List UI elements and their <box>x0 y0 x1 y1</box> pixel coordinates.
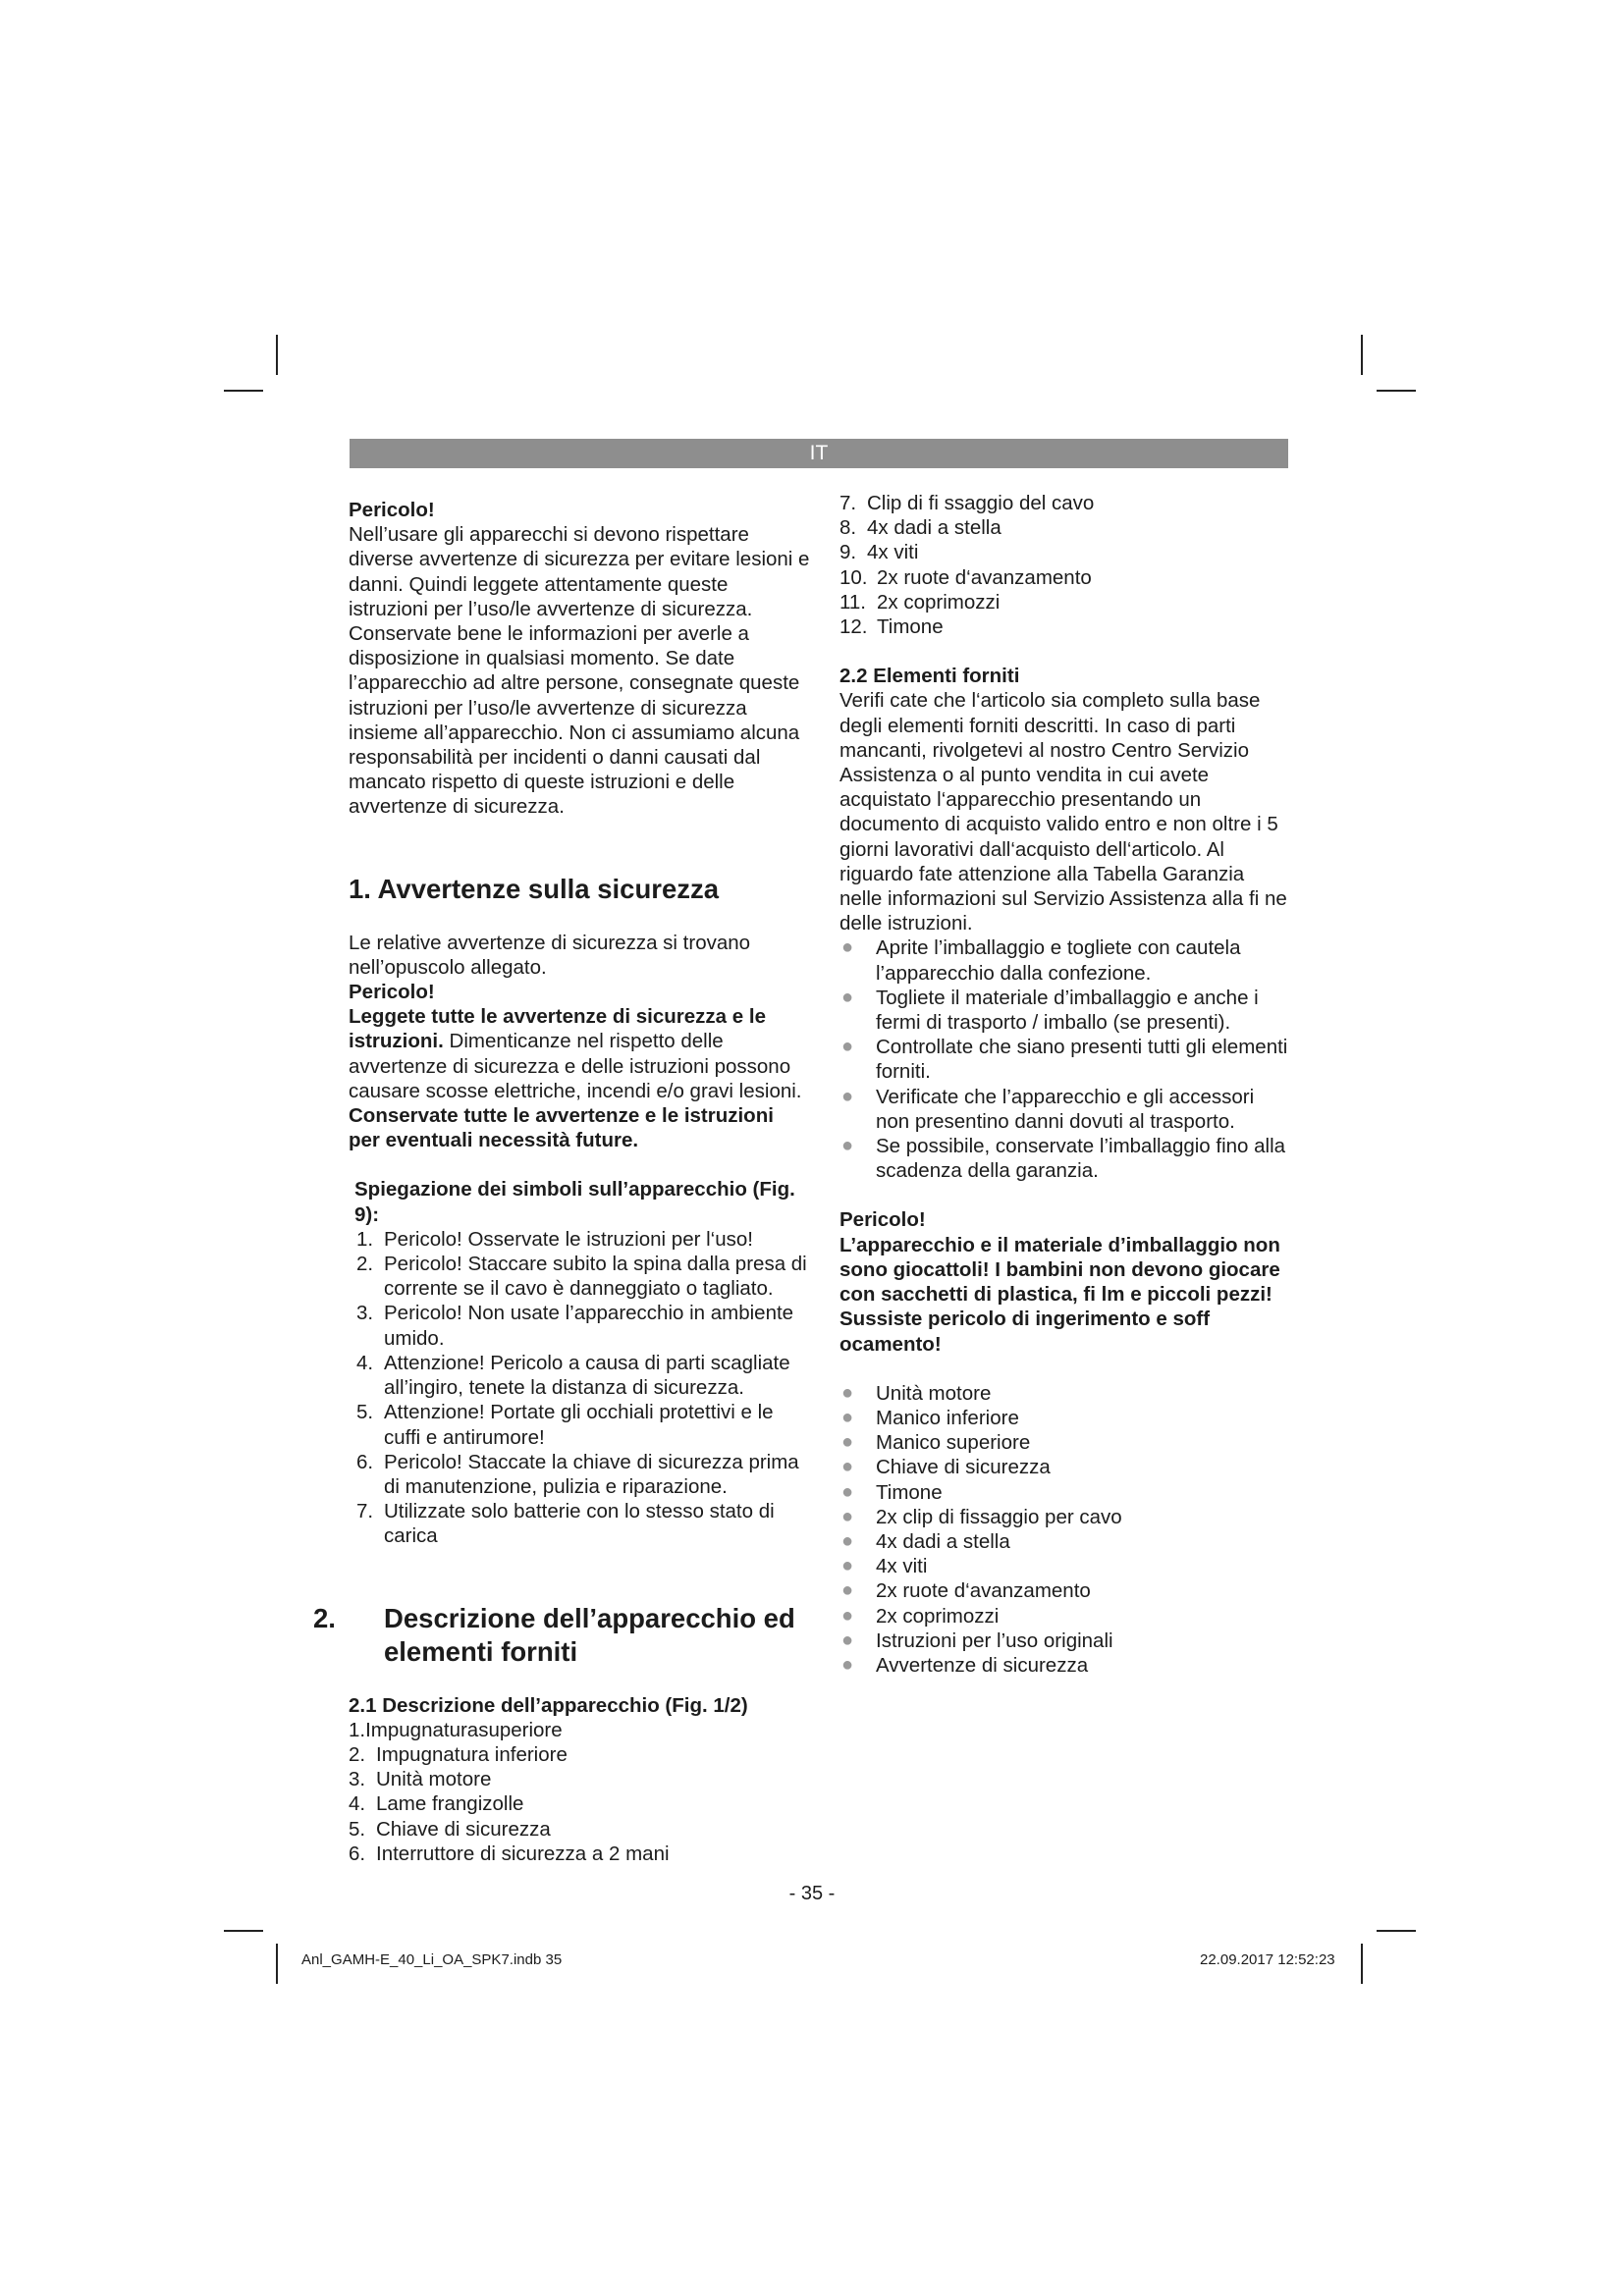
danger-title: Pericolo! <box>839 1208 926 1232</box>
list-item: 10. 2x ruote d‘avanzamento <box>839 565 1092 589</box>
crop-mark <box>224 390 263 392</box>
list-item: ● Avvertenze di sicurezza <box>841 1653 1089 1677</box>
list-item: ● 4x viti <box>841 1555 928 1578</box>
crop-mark <box>1361 335 1363 375</box>
danger-title: Pericolo! <box>349 499 435 521</box>
crop-mark <box>1377 390 1416 392</box>
list-item: ● Verificate che l’apparecchio e gli accessori non presentino danni dovuti al trasporto. <box>841 1085 1255 1133</box>
danger-paragraph <box>349 1004 810 1103</box>
danger-text: Dimenticanze nel rispetto delle avvertenze di sicurezza e delle istruzioni possono causare scosse elettriche, incendi e/o gravi lesioni. <box>349 1030 802 1102</box>
section-2-title: 2. Descrizione dell’apparecchio ed elementi forniti <box>313 1602 795 1667</box>
list-item: ● Se possibile, conservate l’imballaggio fino alla scadenza della garanzia. <box>841 1135 1286 1183</box>
symbols-title: Spiegazione dei simboli sull’apparecchio (Fig. 9): <box>354 1178 795 1226</box>
danger-bold-text: L’apparecchio e il materiale d’imballaggio non sono giocattoli! I bambini non devono giocare con sacchetti di plastica, fi lm e piccoli pezzi! Sussiste pericolo di ingerimento e soff ocamento! <box>839 1233 1280 1356</box>
section-1-intro: Le relative avvertenze di sicurezza si trovano nell’opuscolo allegato. <box>349 931 751 979</box>
parts-list-continued <box>839 491 1291 639</box>
bullet-icon: ● <box>841 1604 854 1627</box>
left-column <box>313 498 810 1866</box>
list-item: ● Aprite l’imballaggio e togliete con cautela l’apparecchio dalla confezione. <box>841 936 1241 985</box>
right-column <box>839 491 1291 1678</box>
list-item: 2. Pericolo! Staccare subito la spina dalla presa di corrente se il cavo è danneggiato o tagliato. <box>356 1253 807 1301</box>
list-item: ● Manico superiore <box>841 1431 1031 1455</box>
list-item: ● 2x coprimozzi <box>841 1604 1000 1628</box>
bullet-icon: ● <box>841 1579 854 1602</box>
bullet-icon: ● <box>841 1529 854 1552</box>
crop-mark <box>276 335 278 375</box>
danger-bold-text: Leggete tutte le avvertenze di sicurezza e le istruzioni. <box>349 1005 766 1053</box>
subsection-2-2-title: 2.2 Elementi forniti <box>839 665 1020 688</box>
list-item: 7. Utilizzate solo batterie con lo stesso stato di carica <box>356 1500 775 1548</box>
list-item: ● Timone <box>841 1480 943 1504</box>
crop-mark <box>224 1930 263 1932</box>
subsection-2-1-title: 2.1 Descrizione dell’apparecchio (Fig. 1/2) <box>349 1693 748 1717</box>
crop-mark <box>1377 1930 1416 1932</box>
list-item: 8. 4x dadi a stella <box>839 516 1001 540</box>
list-item: ● 2x ruote d‘avanzamento <box>841 1579 1091 1603</box>
list-item: 1.Impugnaturasuperiore <box>349 1718 563 1741</box>
bullet-icon: ● <box>841 1381 854 1404</box>
bullet-icon: ● <box>841 1431 854 1454</box>
list-item: 2. Impugnatura inferiore <box>349 1742 568 1766</box>
section-1-title: 1. Avvertenze sulla sicurezza <box>349 873 720 904</box>
delivery-contents <box>839 1381 1291 1678</box>
list-item: 7. Clip di fi ssaggio del cavo <box>839 492 1095 514</box>
list-item: 1. Pericolo! Osservate le istruzioni per l‘uso! <box>356 1227 753 1251</box>
list-item: ● Istruzioni per l’uso originali <box>841 1629 1113 1652</box>
bullet-icon: ● <box>841 1135 854 1157</box>
list-item: 4. Attenzione! Pericolo a causa di parti scagliate all’ingiro, tenete la distanza di sicurezza. <box>356 1351 790 1400</box>
bullet-icon: ● <box>841 1555 854 1577</box>
bullet-icon: ● <box>841 1036 854 1058</box>
footer-timestamp: 22.09.2017 12:52:23 <box>1200 1951 1335 1968</box>
list-item: ● Controllate che siano presenti tutti gli elementi forniti. <box>841 1036 1288 1084</box>
list-item: 5. Chiave di sicurezza <box>349 1817 551 1841</box>
list-item: 9. 4x viti <box>839 541 919 564</box>
list-item: ● Unità motore <box>841 1381 992 1405</box>
list-item: 6. Interruttore di sicurezza a 2 mani <box>349 1842 670 1865</box>
list-item: ● 4x dadi a stella <box>841 1529 1010 1553</box>
bullet-icon: ● <box>841 1653 854 1676</box>
danger-title: Pericolo! <box>349 981 435 1004</box>
bullet-icon: ● <box>841 1505 854 1527</box>
page-number: - 35 - <box>788 1883 836 1904</box>
footer-filename: Anl_GAMH-E_40_Li_OA_SPK7.indb 35 <box>301 1951 563 1968</box>
bullet-icon: ● <box>841 1085 854 1107</box>
crop-mark <box>1361 1944 1363 1984</box>
subsection-2-2-text: Verifi cate che l‘articolo sia completo sulla base degli elementi forniti descritti. In caso di parti mancanti, rivolgetevi al nostro Centro Servizio Assistenza o al punto vendita in cui avete acquistato l‘apparecchio presentando un documento di acquisto valido entro e non oltre i 5 giorni lavorativi dall‘acquisto dell‘articolo. Al riguardo fate attenzione alla Tabella Garanzia nelle informazioni sul Servizio Assistenza alla fi ne delle istruzioni. <box>839 689 1287 935</box>
list-item: ● Togliete il materiale d’imballaggio e anche i fermi di trasporto / imballo (se presenti). <box>841 986 1259 1035</box>
danger-bold-text: Conservate tutte le avvertenze e le istruzioni per eventuali necessità future. <box>349 1104 774 1152</box>
bullet-icon: ● <box>841 1406 854 1428</box>
bullet-icon: ● <box>841 986 854 1008</box>
bullet-icon: ● <box>841 1629 854 1651</box>
language-tab: IT <box>350 439 1288 468</box>
crop-mark <box>276 1944 278 1984</box>
bullet-icon: ● <box>841 1480 854 1503</box>
list-item: 6. Pericolo! Staccate la chiave di sicurezza prima di manutenzione, pulizia e riparazione. <box>356 1450 799 1498</box>
list-item: ● Chiave di sicurezza <box>841 1456 1051 1479</box>
list-item: 11. 2x coprimozzi <box>839 590 1001 614</box>
bullet-icon: ● <box>841 1456 854 1478</box>
unpacking-steps <box>839 935 1291 1183</box>
list-item: 12. Timone <box>839 615 944 639</box>
list-item: 3. Unità motore <box>349 1768 492 1791</box>
bullet-icon: ● <box>841 936 854 959</box>
list-item: ● 2x clip di fissaggio per cavo <box>841 1505 1122 1528</box>
list-item: 5. Attenzione! Portate gli occhiali protettivi e le cuffi e antirumore! <box>356 1401 774 1449</box>
danger-text: Nell’usare gli apparecchi si devono rispettare diverse avvertenze di sicurezza per evitare lesioni e danni. Quindi leggete attentamente queste istruzioni per l’uso/le avvertenze di sicurezza. Conservate bene le informazioni per averle a disposizione in qualsiasi momento. Se date l’apparecchio ad altre persone, consegnate queste istruzioni per l’uso/le avvertenze di sicurezza insieme all’apparecchio. Non ci assumiamo alcuna responsabilità per incidenti o danni causati dal mancato rispetto di queste istruzioni e delle avvertenze di sicurezza. <box>349 523 810 819</box>
symbols-list <box>349 1227 810 1549</box>
list-item: ● Manico inferiore <box>841 1406 1019 1429</box>
list-item: 4. Lame frangizolle <box>349 1792 524 1816</box>
list-item: 3. Pericolo! Non usate l’apparecchio in ambiente umido. <box>356 1302 794 1350</box>
parts-list <box>349 1742 810 1866</box>
